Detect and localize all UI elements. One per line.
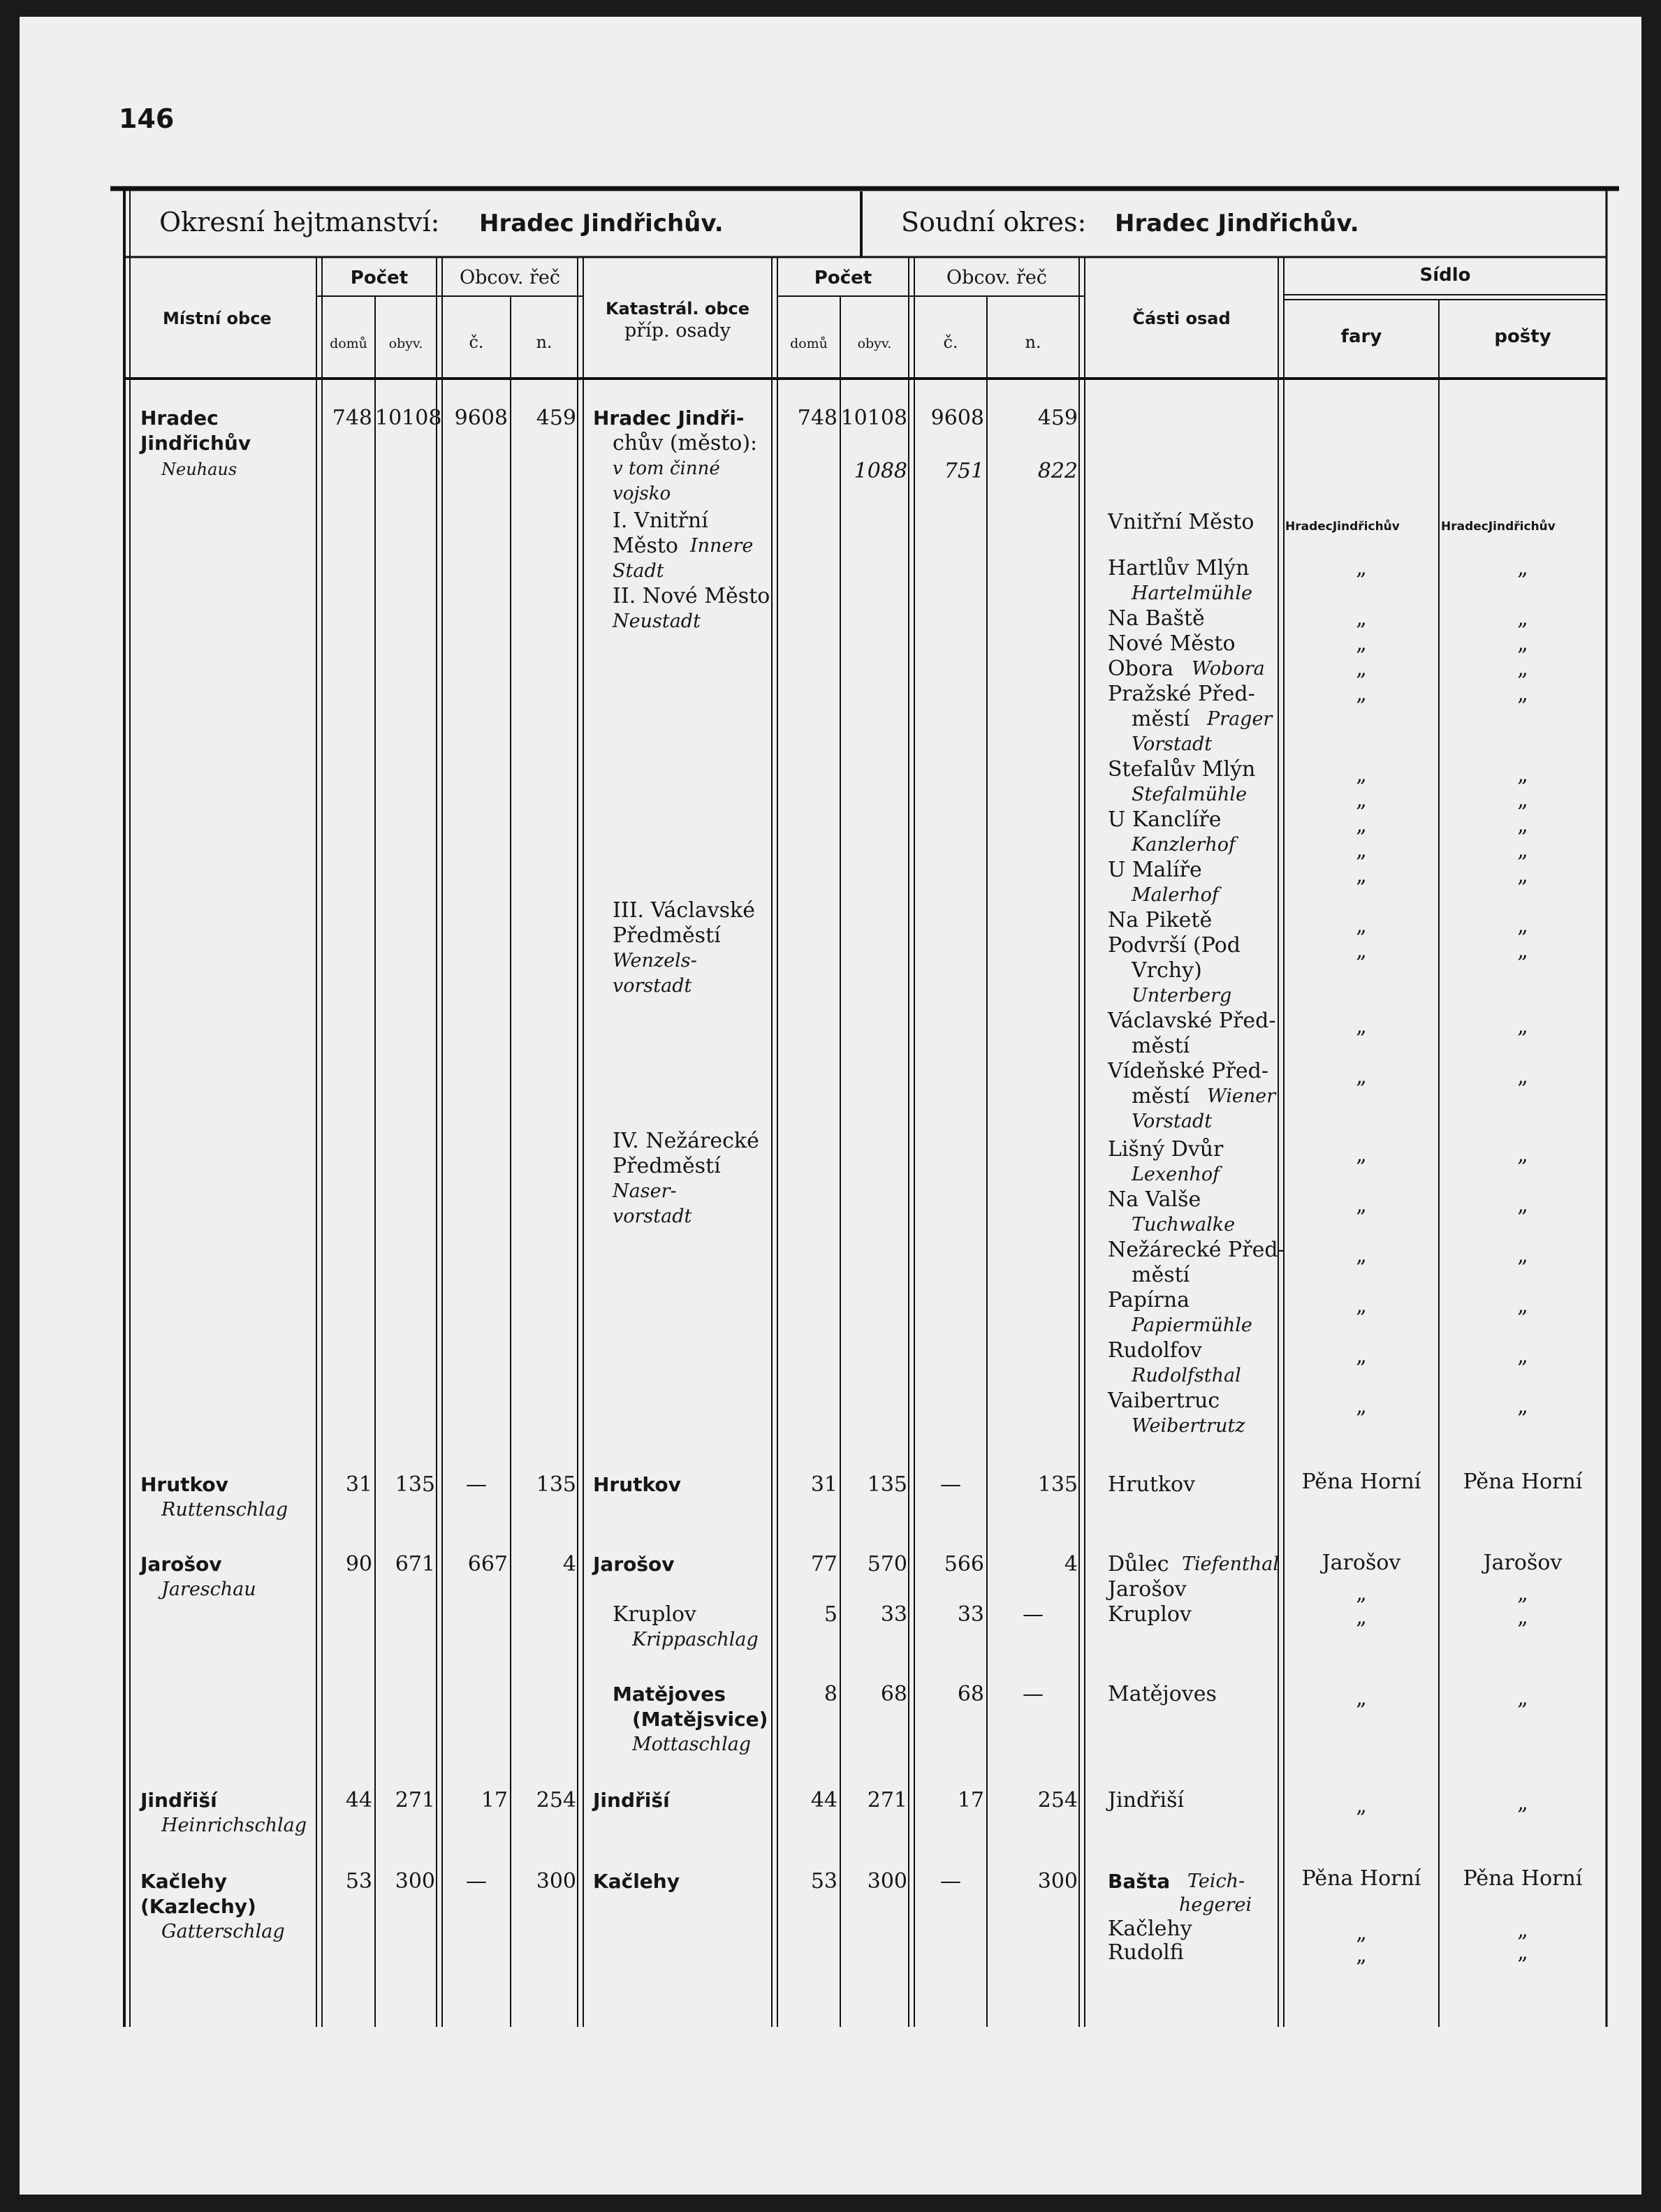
ditto: „ <box>1356 556 1367 580</box>
ditto: „ <box>1517 1294 1528 1318</box>
jarosov-domu: 90 <box>345 1552 372 1576</box>
ditto: „ <box>1517 838 1528 863</box>
col-obcov-rec-2: Obcov. řeč <box>946 267 1048 288</box>
kat-hradec-domu: 748 <box>797 406 837 430</box>
part-dulec-de: Tiefenthal <box>1182 1553 1279 1575</box>
part-rudolfi: Rudolfi <box>1108 1940 1184 1965</box>
quarter-4-b: Předměstí <box>613 1154 721 1178</box>
part-dulec: Důlec <box>1108 1552 1169 1576</box>
quarter-2: II. Nové Město <box>613 584 770 608</box>
part-kaclehy: Kačlehy <box>1108 1917 1192 1941</box>
kat-matejoves-obyv: 68 <box>880 1682 907 1706</box>
kat-kruplov-de: Krippaschlag <box>632 1629 759 1650</box>
part-u-malire-de: Malerhof <box>1132 884 1219 906</box>
col-posty: pošty <box>1494 326 1551 347</box>
col-obyv-2: obyv. <box>857 336 892 351</box>
jindrisi-domu: 44 <box>345 1788 372 1812</box>
kat-jindrisi: Jindřiší <box>593 1789 670 1812</box>
kat-kruplov-domu: 5 <box>824 1602 837 1627</box>
ditto: „ <box>1517 682 1528 706</box>
part-rudolfov-de: Rudolfsthal <box>1132 1365 1241 1386</box>
quarter-1-de: Innere <box>690 535 754 557</box>
col-domu-2: domů <box>790 336 828 351</box>
hradec-n: 459 <box>536 406 576 430</box>
ditto: „ <box>1517 1918 1528 1942</box>
part-basta-de: Teich- <box>1187 1870 1245 1892</box>
part-nezarecke-b: městí <box>1132 1263 1190 1287</box>
col-n: n. <box>536 332 553 352</box>
kat-matejoves-n: — <box>1023 1682 1044 1706</box>
obec-kaclehy-2: (Kazlechy) <box>140 1895 256 1918</box>
kat-hrutkov-n: 135 <box>1037 1472 1078 1497</box>
kaclehy-c: — <box>466 1869 487 1894</box>
part-basta-de-b: hegerei <box>1179 1894 1252 1916</box>
ditto: „ <box>1356 813 1367 837</box>
ditto: „ <box>1517 1791 1528 1815</box>
ditto: „ <box>1517 1605 1528 1629</box>
kat-jarosov: Jarošov <box>593 1553 675 1576</box>
part-videnske-de-b: Vorstadt <box>1132 1111 1213 1132</box>
part-stefaluv-mlyn-de: Stefalmühle <box>1132 784 1247 805</box>
col-domu: domů <box>330 336 367 351</box>
ditto: „ <box>1356 1243 1367 1268</box>
kat-kruplov-c: 33 <box>957 1602 984 1627</box>
obec-jarosov-de: Jareschau <box>161 1579 256 1600</box>
part-videnske-b: městí <box>1132 1084 1190 1108</box>
ditto: „ <box>1517 1014 1528 1039</box>
col-obyv: obyv. <box>388 336 423 351</box>
kat-kruplov-n: — <box>1023 1602 1044 1627</box>
col-pocet-2: Počet <box>814 268 872 288</box>
part-hartluv-mlyn: Hartlův Mlýn <box>1108 556 1250 580</box>
ditto: „ <box>1517 1940 1528 1965</box>
kat-jindrisi-n: 254 <box>1037 1788 1078 1812</box>
kat-hradec-3: v tom činné <box>613 458 720 479</box>
kat-matejoves-de: Mottaschlag <box>632 1734 752 1755</box>
part-obora-de: Wobora <box>1192 658 1265 680</box>
kat-jindrisi-domu: 44 <box>810 1788 837 1812</box>
court-label: Soudní okres: <box>901 207 1087 237</box>
part-podvrsi-b: Vrchy) <box>1132 958 1202 983</box>
col-n-2: n. <box>1025 332 1041 352</box>
kat-hrutkov: Hrutkov <box>593 1473 681 1496</box>
part-u-malire: U Malíře <box>1108 858 1202 882</box>
kat-hrutkov-obyv: 135 <box>867 1472 907 1497</box>
kat-kaclehy-c: — <box>940 1869 961 1894</box>
ditto: „ <box>1356 1294 1367 1318</box>
col-c-2: č. <box>943 332 958 352</box>
part-prazske: Pražské Před- <box>1108 682 1255 706</box>
obec-hradec-de: Neuhaus <box>161 460 237 479</box>
kaclehy-domu: 53 <box>345 1869 372 1894</box>
ditto: „ <box>1517 1394 1528 1419</box>
kat-matejoves-c: 68 <box>957 1682 984 1706</box>
hrutkov-c: — <box>466 1472 487 1497</box>
ditto: „ <box>1517 631 1528 656</box>
part-hartluv-mlyn-de: Hartelmühle <box>1132 583 1253 604</box>
ditto: „ <box>1517 1686 1528 1711</box>
hrutkov-n: 135 <box>536 1472 576 1497</box>
quarter-1-c: Stadt <box>613 560 664 582</box>
ditto: „ <box>1356 838 1367 863</box>
quarter-4: IV. Nežárecké <box>613 1129 759 1153</box>
ditto: „ <box>1356 1921 1367 1945</box>
quarter-4-de: Naser- <box>613 1180 677 1202</box>
col-pocet: Počet <box>350 268 409 288</box>
part-jindrisi: Jindřiší <box>1108 1788 1185 1812</box>
part-na-valse-de: Tuchwalke <box>1132 1214 1236 1236</box>
fary-hradec: HradecJindřichův <box>1285 520 1400 534</box>
quarter-1-b: Město <box>613 534 678 558</box>
page-number: 146 <box>119 103 175 134</box>
obec-hradec: Hradec <box>140 406 219 430</box>
obec-hradec-2: Jindřichův <box>140 432 251 455</box>
kat-hradec-4: vojsko <box>613 483 671 504</box>
ditto: „ <box>1517 813 1528 837</box>
ditto: „ <box>1356 1686 1367 1711</box>
quarter-4-de-b: vorstadt <box>613 1206 692 1227</box>
ditto: „ <box>1356 1064 1367 1089</box>
ditto: „ <box>1517 657 1528 681</box>
ditto: „ <box>1517 914 1528 938</box>
kat-hradec-c: 9608 <box>930 406 984 430</box>
ditto: „ <box>1517 788 1528 812</box>
ditto: „ <box>1356 1394 1367 1419</box>
part-hrutkov: Hrutkov <box>1108 1472 1196 1497</box>
part-nove-mesto: Nové Město <box>1108 631 1236 656</box>
kaclehy-n: 300 <box>536 1869 576 1894</box>
kat-jindrisi-obyv: 271 <box>867 1788 907 1812</box>
kat-hrutkov-domu: 31 <box>810 1472 837 1497</box>
part-vaibertruc: Vaibertruc <box>1108 1389 1220 1413</box>
col-fary: fary <box>1340 326 1382 347</box>
part-vnitrni-mesto: Vnitřní Město <box>1108 510 1254 534</box>
col-mistni-obce: Místní obce <box>163 309 272 328</box>
kat-matejoves-domu: 8 <box>824 1682 837 1706</box>
ditto: „ <box>1517 1143 1528 1167</box>
col-casti-osad: Části osad <box>1132 309 1231 328</box>
col-katastr: Katastrál. obce <box>605 299 750 318</box>
ditto: „ <box>1517 863 1528 888</box>
part-u-kanclire-de: Kanzlerhof <box>1132 834 1236 856</box>
kat-jarosov-n: 4 <box>1064 1552 1078 1576</box>
part-vaibertruc-de: Weibertrutz <box>1132 1415 1245 1437</box>
vojsko-c: 751 <box>944 459 984 483</box>
ditto: „ <box>1356 1581 1367 1606</box>
ditto: „ <box>1517 1581 1528 1606</box>
fary-jarosov: Jarošov <box>1322 1551 1401 1575</box>
part-vaclavske: Václavské Před- <box>1108 1009 1276 1033</box>
ditto: „ <box>1356 1605 1367 1629</box>
part-prazske-de-b: Vorstadt <box>1132 733 1213 755</box>
kat-jarosov-c: 566 <box>944 1552 984 1576</box>
ditto: „ <box>1356 657 1367 681</box>
kat-kruplov: Kruplov <box>613 1602 696 1627</box>
ditto: „ <box>1517 763 1528 787</box>
ditto: „ <box>1356 863 1367 888</box>
quarter-2-de: Neustadt <box>613 610 701 632</box>
ditto: „ <box>1356 788 1367 812</box>
kat-kaclehy-domu: 53 <box>810 1869 837 1894</box>
kat-hradec-obyv: 10108 <box>840 406 907 430</box>
page <box>20 17 1641 2195</box>
jindrisi-obyv: 271 <box>395 1788 435 1812</box>
obec-jindrisi-de: Heinrichschlag <box>161 1815 307 1836</box>
part-kruplov: Kruplov <box>1108 1602 1192 1627</box>
kat-hradec-2: chův (město): <box>613 431 758 455</box>
obec-kaclehy: Kačlehy <box>140 1870 227 1893</box>
ditto: „ <box>1356 1193 1367 1217</box>
kat-jarosov-obyv: 570 <box>867 1552 907 1576</box>
part-na-baste: Na Baště <box>1108 606 1205 631</box>
part-u-kanclire: U Kanclíře <box>1108 807 1222 832</box>
part-stefaluv-mlyn: Stefalův Mlýn <box>1108 757 1256 782</box>
court-name: Hradec Jindřichův. <box>1115 210 1359 237</box>
col-obcov-rec: Obcov. řeč <box>459 267 561 288</box>
ditto: „ <box>1517 1193 1528 1217</box>
posty-hradec: HradecJindřichův <box>1441 520 1556 534</box>
kat-hradec: Hradec Jindři- <box>593 406 745 430</box>
part-obora: Obora <box>1108 657 1174 681</box>
jindrisi-n: 254 <box>536 1788 576 1812</box>
ditto: „ <box>1356 1943 1367 1968</box>
quarter-3-de: Wenzels- <box>613 950 697 972</box>
col-katastr-2: příp. osady <box>624 320 731 342</box>
vojsko-n: 822 <box>1037 459 1078 483</box>
part-podvrsi-de: Unterberg <box>1132 985 1232 1006</box>
ditto: „ <box>1517 1344 1528 1368</box>
ditto: „ <box>1517 939 1528 963</box>
part-lisny-dvur: Lišný Dvůr <box>1108 1137 1224 1162</box>
fary-hrutkov: Pěna Horní <box>1301 1470 1421 1494</box>
district-label: Okresní hejtmanství: <box>159 207 440 237</box>
obec-jindrisi: Jindřiší <box>140 1789 217 1812</box>
ditto: „ <box>1356 763 1367 787</box>
ditto: „ <box>1356 939 1367 963</box>
ditto: „ <box>1517 1243 1528 1268</box>
col-c: č. <box>469 332 484 352</box>
ditto: „ <box>1356 1794 1367 1818</box>
hrutkov-obyv: 135 <box>395 1472 435 1497</box>
part-na-pikete: Na Piketě <box>1108 908 1213 932</box>
kat-hradec-n: 459 <box>1037 406 1078 430</box>
kat-kaclehy-obyv: 300 <box>867 1869 907 1894</box>
kat-matejoves: Matějoves <box>613 1683 726 1706</box>
quarter-1: I. Vnitřní <box>613 508 708 533</box>
district-name: Hradec Jindřichův. <box>479 210 724 237</box>
kat-jarosov-domu: 77 <box>810 1552 837 1576</box>
quarter-3: III. Václavské <box>613 898 755 923</box>
jarosov-n: 4 <box>562 1552 576 1576</box>
hrutkov-domu: 31 <box>345 1472 372 1497</box>
obec-hrutkov-de: Ruttenschlag <box>161 1499 288 1521</box>
part-rudolfov: Rudolfov <box>1108 1338 1202 1363</box>
hradec-c: 9608 <box>454 406 508 430</box>
obec-kaclehy-de: Gatterschlag <box>161 1921 285 1942</box>
ditto: „ <box>1356 631 1367 656</box>
kat-jindrisi-c: 17 <box>957 1788 984 1812</box>
ditto: „ <box>1356 1143 1367 1167</box>
part-papirna: Papírna <box>1108 1288 1190 1312</box>
kat-kruplov-obyv: 33 <box>880 1602 907 1627</box>
quarter-3-de-b: vorstadt <box>613 975 692 997</box>
part-basta: Bašta <box>1108 1870 1171 1893</box>
kat-kaclehy-n: 300 <box>1037 1869 1078 1894</box>
part-vaclavske-b: městí <box>1132 1034 1190 1058</box>
posty-hrutkov: Pěna Horní <box>1463 1470 1583 1494</box>
part-jarosov: Jarošov <box>1108 1577 1187 1602</box>
obec-hrutkov: Hrutkov <box>140 1473 228 1496</box>
part-matejoves: Matějoves <box>1108 1682 1217 1706</box>
ditto: „ <box>1517 556 1528 580</box>
jarosov-obyv: 671 <box>395 1552 435 1576</box>
part-prazske-b: městí <box>1132 707 1190 731</box>
ditto: „ <box>1517 1064 1528 1089</box>
hradec-obyv: 10108 <box>375 406 442 430</box>
part-lisny-dvur-de: Lexenhof <box>1132 1164 1220 1185</box>
posty-kaclehy: Pěna Horní <box>1463 1866 1583 1891</box>
col-sidlo: Sídlo <box>1419 265 1471 286</box>
kaclehy-obyv: 300 <box>395 1869 435 1894</box>
part-nezarecke: Nežárecké Před- <box>1108 1238 1285 1262</box>
ditto: „ <box>1517 606 1528 631</box>
part-videnske: Vídeňské Před- <box>1108 1059 1269 1083</box>
ditto: „ <box>1356 606 1367 631</box>
jindrisi-c: 17 <box>481 1788 508 1812</box>
part-videnske-de: Wiener <box>1207 1085 1276 1107</box>
part-podvrsi: Podvrší (Pod <box>1108 933 1241 958</box>
quarter-3-b: Předměstí <box>613 923 721 948</box>
vojsko-obyv: 1088 <box>854 459 907 483</box>
kat-hrutkov-c: — <box>940 1472 961 1497</box>
ditto: „ <box>1356 1014 1367 1039</box>
part-papirna-de: Papiermühle <box>1132 1314 1252 1336</box>
part-prazske-de: Prager <box>1207 708 1273 730</box>
kat-matejoves-2: (Matějsvice) <box>632 1708 768 1731</box>
part-na-valse: Na Valše <box>1108 1187 1201 1212</box>
ditto: „ <box>1356 1344 1367 1368</box>
ditto: „ <box>1356 914 1367 938</box>
kat-kaclehy: Kačlehy <box>593 1870 680 1893</box>
posty-jarosov: Jarošov <box>1483 1551 1563 1575</box>
fary-kaclehy: Pěna Horní <box>1301 1866 1421 1891</box>
obec-jarosov: Jarošov <box>140 1553 222 1576</box>
hradec-domu: 748 <box>332 406 372 430</box>
ditto: „ <box>1356 682 1367 706</box>
jarosov-c: 667 <box>467 1552 508 1576</box>
